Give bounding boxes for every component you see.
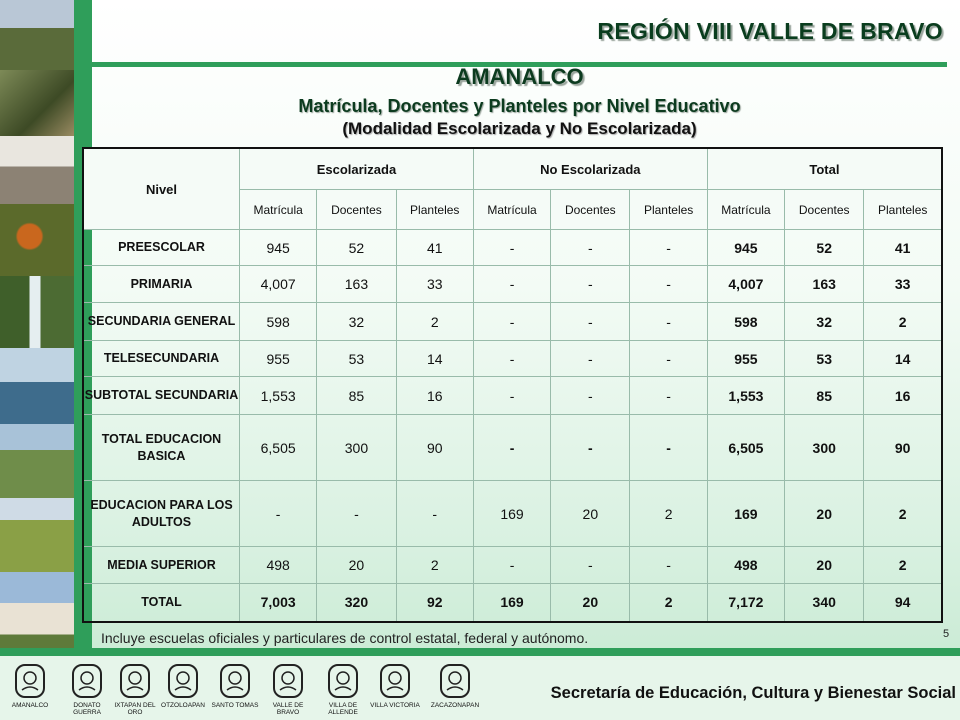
table-cell: 2 <box>396 303 473 341</box>
header-escolarizada: Escolarizada <box>240 148 474 190</box>
subheader-planteles: Planteles <box>396 190 473 230</box>
table-cell: 2 <box>864 481 942 547</box>
table-cell: 7,003 <box>240 584 317 622</box>
table-cell: - <box>630 230 707 266</box>
page-subtitle: Matrícula, Docentes y Planteles por Nivel Educativo <box>298 96 741 116</box>
municipality-name: IXTAPAN DEL ORO <box>114 702 156 716</box>
municipality-name: AMANALCO <box>11 702 49 709</box>
table-cell: 169 <box>707 481 784 547</box>
table-cell: - <box>396 481 473 547</box>
photo-butterfly <box>0 204 74 276</box>
glyph-icon <box>377 662 413 700</box>
table-cell: 90 <box>864 415 942 481</box>
table-row <box>83 266 942 303</box>
table-cell: - <box>630 415 707 481</box>
secretaria-name: Secretaría de Educación, Cultura y Bienestar Social <box>550 684 956 702</box>
municipality-logo <box>210 662 260 709</box>
table-cell: 20 <box>317 547 396 584</box>
table-cell: - <box>630 266 707 303</box>
table-cell: - <box>551 547 630 584</box>
table-cell: 2 <box>864 547 942 584</box>
header-no-escolarizada: No Escolarizada <box>473 148 707 190</box>
municipality-name: SANTO TOMAS <box>211 702 259 709</box>
table-row <box>83 584 942 622</box>
row-label: SECUNDARIA GENERAL <box>83 303 240 341</box>
subheader-docentes: Docentes <box>551 190 630 230</box>
glyph-icon <box>437 662 473 700</box>
table-cell: 32 <box>317 303 396 341</box>
table-cell: 598 <box>707 303 784 341</box>
row-label: TOTAL <box>83 584 240 622</box>
table-cell: 90 <box>396 415 473 481</box>
municipality-logo <box>158 662 208 709</box>
table-cell: - <box>473 230 550 266</box>
municipality-name: OTZOLOAPAN <box>161 702 205 709</box>
table-cell: 955 <box>707 341 784 377</box>
table-cell: 14 <box>864 341 942 377</box>
table-cell: 2 <box>630 481 707 547</box>
row-label: SUBTOTAL SECUNDARIA <box>83 377 240 415</box>
table-cell: 1,553 <box>707 377 784 415</box>
table-cell: 16 <box>864 377 942 415</box>
footer-accent-bar <box>0 648 960 656</box>
page-number: 5 <box>943 628 950 640</box>
table-cell: 945 <box>240 230 317 266</box>
municipality-logo <box>318 662 368 716</box>
table-cell: - <box>551 266 630 303</box>
table-cell: 85 <box>317 377 396 415</box>
table-row <box>83 377 942 415</box>
table-cell: - <box>473 341 550 377</box>
table-cell: 340 <box>785 584 864 622</box>
table-cell: 4,007 <box>240 266 317 303</box>
table-cell: 32 <box>785 303 864 341</box>
municipality-logo <box>110 662 160 716</box>
municipality-name: VALLE DE BRAVO <box>272 702 304 716</box>
municipality-logo <box>430 662 480 709</box>
table-cell: 598 <box>240 303 317 341</box>
table-cell: 955 <box>240 341 317 377</box>
subheader-docentes: Docentes <box>785 190 864 230</box>
municipality-logo <box>62 662 112 716</box>
table-cell: 20 <box>785 547 864 584</box>
municipality-logo <box>263 662 313 716</box>
photo-street <box>0 136 74 204</box>
table-row <box>83 230 942 266</box>
table-cell: 163 <box>785 266 864 303</box>
row-label: EDUCACION PARA LOS ADULTOS <box>83 481 240 547</box>
footnote: Incluye escuelas oficiales y particulares de control estatal, federal y autónomo. <box>101 630 589 646</box>
subheader-planteles: Planteles <box>630 190 707 230</box>
table-cell: - <box>317 481 396 547</box>
photo-strip <box>0 0 74 650</box>
table-cell: 320 <box>317 584 396 622</box>
table-cell: - <box>551 341 630 377</box>
table-row <box>83 303 942 341</box>
table-row <box>83 341 942 377</box>
table-cell: 53 <box>317 341 396 377</box>
glyph-icon <box>165 662 201 700</box>
row-label: TOTAL EDUCACION BASICA <box>83 415 240 481</box>
table-cell: 20 <box>785 481 864 547</box>
table-cell: 4,007 <box>707 266 784 303</box>
table-cell: 20 <box>551 584 630 622</box>
subheader-planteles: Planteles <box>864 190 942 230</box>
table-cell: - <box>551 377 630 415</box>
row-label: TELESECUNDARIA <box>83 341 240 377</box>
table-cell: 6,505 <box>707 415 784 481</box>
municipality-name: VILLA DE ALLENDE <box>328 702 358 716</box>
photo-valley <box>0 424 74 498</box>
subheader-docentes: Docentes <box>317 190 396 230</box>
glyph-icon <box>325 662 361 700</box>
municipality-logo <box>370 662 420 709</box>
table-cell: - <box>473 415 550 481</box>
glyph-icon <box>69 662 105 700</box>
municipality-logo <box>5 662 55 709</box>
page-title: AMANALCO <box>455 64 584 89</box>
photo-pines <box>0 70 74 136</box>
table-cell: 300 <box>317 415 396 481</box>
table-cell: - <box>630 303 707 341</box>
table-cell: 41 <box>396 230 473 266</box>
subheader-matricula: Matrícula <box>707 190 784 230</box>
table-cell: - <box>473 303 550 341</box>
municipality-name: ZACAZONAPAN <box>430 702 480 709</box>
table-cell: 41 <box>864 230 942 266</box>
table-cell: 52 <box>317 230 396 266</box>
modality-subtitle: (Modalidad Escolarizada y No Escolarizada) <box>342 119 697 138</box>
table-cell: 7,172 <box>707 584 784 622</box>
table-cell: 20 <box>551 481 630 547</box>
table-cell: 169 <box>473 584 550 622</box>
table-cell: - <box>551 415 630 481</box>
table-row <box>83 547 942 584</box>
table-cell: - <box>473 547 550 584</box>
glyph-icon <box>217 662 253 700</box>
table-cell: 33 <box>864 266 942 303</box>
municipality-name: VILLA VICTORIA <box>370 702 420 709</box>
table-cell: 2 <box>396 547 473 584</box>
table-row <box>83 415 942 481</box>
row-label: PREESCOLAR <box>83 230 240 266</box>
table-cell: 6,505 <box>240 415 317 481</box>
table-cell: - <box>473 377 550 415</box>
municipality-name: DONATO GUERRA <box>73 702 101 716</box>
table-cell: 169 <box>473 481 550 547</box>
table-cell: - <box>240 481 317 547</box>
subheader-matricula: Matrícula <box>473 190 550 230</box>
table-cell: - <box>630 377 707 415</box>
table-cell: 498 <box>240 547 317 584</box>
row-label: PRIMARIA <box>83 266 240 303</box>
table-cell: 2 <box>630 584 707 622</box>
table-cell: - <box>630 547 707 584</box>
table-cell: 16 <box>396 377 473 415</box>
glyph-icon <box>270 662 306 700</box>
glyph-icon <box>12 662 48 700</box>
header-total: Total <box>707 148 942 190</box>
table-cell: 163 <box>317 266 396 303</box>
table-cell: 85 <box>785 377 864 415</box>
header-nivel: Nivel <box>83 148 240 230</box>
table-cell: 945 <box>707 230 784 266</box>
glyph-icon <box>117 662 153 700</box>
table-cell: 498 <box>707 547 784 584</box>
table-cell: - <box>551 230 630 266</box>
education-table <box>82 147 943 623</box>
table-cell: 94 <box>864 584 942 622</box>
subheader-matricula: Matrícula <box>240 190 317 230</box>
table-cell: 300 <box>785 415 864 481</box>
table-cell: 53 <box>785 341 864 377</box>
table-row <box>83 481 942 547</box>
table-cell: 14 <box>396 341 473 377</box>
table-cell: - <box>473 266 550 303</box>
photo-landscape <box>0 498 74 572</box>
table-cell: 92 <box>396 584 473 622</box>
table-cell: 1,553 <box>240 377 317 415</box>
row-label: MEDIA SUPERIOR <box>83 547 240 584</box>
table-cell: 33 <box>396 266 473 303</box>
photo-church <box>0 572 74 650</box>
table-cell: - <box>630 341 707 377</box>
photo-waterfall <box>0 276 74 348</box>
photo-forest <box>0 0 74 70</box>
table-cell: 2 <box>864 303 942 341</box>
region-title: REGIÓN VIII VALLE DE BRAVO <box>597 18 943 44</box>
photo-lake <box>0 348 74 424</box>
table-cell: 52 <box>785 230 864 266</box>
table-cell: - <box>551 303 630 341</box>
